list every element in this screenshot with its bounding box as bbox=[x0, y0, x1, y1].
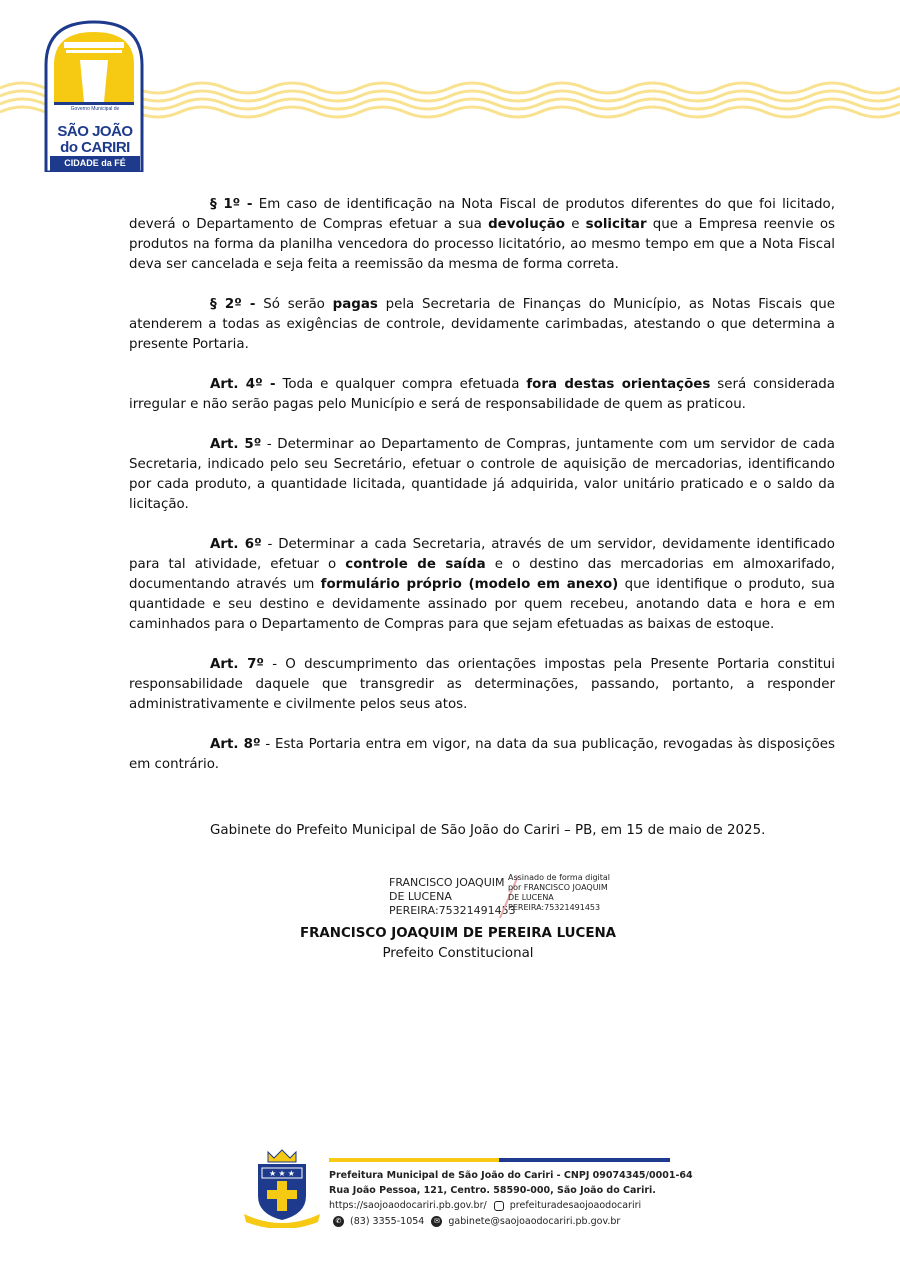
footer-website[interactable]: https://saojoaodocariri.pb.gov.br/ bbox=[329, 1200, 487, 1211]
paragraph-text: Toda e qualquer compra efetuada bbox=[275, 377, 527, 392]
signature-right-line: Assinado de forma digital bbox=[508, 873, 611, 882]
paragraph-text: Em caso de identificação na Nota Fiscal de produtos diferentes do que foi licitado, deverá o Departamento de Compras efetuar a sua bbox=[129, 197, 835, 232]
signature-right-line: por FRANCISCO JOAQUIM bbox=[508, 883, 608, 892]
article-lead: Art. 7º bbox=[210, 657, 264, 672]
email-icon: ✉ bbox=[431, 1216, 442, 1227]
signature-left-line: PEREIRA:75321491453 bbox=[389, 904, 516, 917]
footer-address-line1: Prefeitura Municipal de São João do Cariri - CNPJ 09074345/0001-64 bbox=[329, 1170, 693, 1181]
footer-phone: (83) 3355-1054 bbox=[350, 1216, 425, 1227]
signature-right-line: PEREIRA:75321491453 bbox=[508, 903, 601, 912]
article-paragraph bbox=[129, 735, 835, 775]
paragraph-text: que identifique o produto, sua quantidade e seu destino e devidamente assinado por quem recebeu, anotando data e hora e em caminhados para o Departamento de Compras para que sejam efetuadas as baixas de estoque. bbox=[129, 577, 835, 632]
article-lead: Art. 4º - bbox=[210, 377, 276, 392]
footer-instagram[interactable]: prefeituradesaojoaodocariri bbox=[509, 1200, 642, 1211]
signature-left-line: FRANCISCO JOAQUIM bbox=[389, 876, 505, 889]
emphasis-text: devolução bbox=[488, 217, 565, 232]
paragraph-text: que a Empresa reenvie os produtos na forma da planilha vencedora do processo licitatório, ao mesmo tempo em que a Nota Fiscal deva ser cancelada e seja feita a reemissão da mesma de forma correta. bbox=[129, 217, 835, 272]
article-paragraph bbox=[129, 435, 835, 515]
municipal-emblem-icon bbox=[240, 1148, 324, 1228]
emphasis-text: controle de saída bbox=[345, 557, 486, 572]
article-paragraph bbox=[129, 375, 835, 415]
signer-role: Prefeito Constitucional bbox=[382, 946, 534, 961]
instagram-icon bbox=[494, 1201, 504, 1211]
footer-web-line bbox=[329, 1200, 641, 1211]
footer-contact-line bbox=[329, 1216, 620, 1227]
emphasis-text: fora destas orientações bbox=[526, 377, 711, 392]
paragraph-text: Só serão bbox=[255, 297, 333, 312]
logo-city-name-line1: SÃO JOÃO bbox=[57, 123, 133, 140]
signature-right-line: DE LUCENA bbox=[508, 893, 554, 902]
footer-color-bar bbox=[329, 1158, 670, 1162]
logo-badge: CIDADE da FÉ bbox=[50, 156, 140, 171]
emphasis-text: formulário próprio (modelo em anexo) bbox=[320, 577, 619, 592]
signer-name: FRANCISCO JOAQUIM DE PEREIRA LUCENA bbox=[299, 926, 617, 941]
article-paragraph bbox=[129, 195, 835, 275]
closing-statement: Gabinete do Prefeito Municipal de São João do Cariri – PB, em 15 de maio de 2025. bbox=[210, 823, 766, 838]
article-lead: Art. 6º bbox=[210, 537, 262, 552]
article-lead: § 2º - bbox=[210, 297, 256, 312]
paragraph-text: - Determinar a cada Secretaria, através de um servidor, devidamente identificado para tal atividade, efetuar o bbox=[129, 537, 835, 572]
article-lead: Art. 8º bbox=[210, 737, 261, 752]
paragraph-text: e bbox=[564, 217, 586, 232]
paragraph-text: - Determinar ao Departamento de Compras, juntamente com um servidor de cada Secretaria, indicado pelo seu Secretário, efetuar o controle de aquisição de mercadorias, identificando por cada produto, a quantidade licitada, quantidade já adquirida, valor unitário praticado e o saldo da licitação. bbox=[129, 437, 835, 512]
logo-city-name-line2: do CARIRI bbox=[60, 139, 130, 156]
emphasis-text: solicitar bbox=[585, 217, 647, 232]
phone-icon: ✆ bbox=[333, 1216, 344, 1227]
paragraph-text: e o destino das mercadorias em almoxarifado, documentando através um bbox=[129, 557, 835, 592]
article-lead: § 1º - bbox=[210, 197, 253, 212]
emphasis-text: pagas bbox=[332, 297, 378, 312]
article-paragraph bbox=[129, 535, 835, 635]
signature-block-right bbox=[508, 873, 610, 913]
paragraph-text: - O descumprimento das orientações impostas pela Presente Portaria constitui responsabilidade daquele que transgredir as determinações, passando, portanto, a responder administrativamente e civilmente pelos seus atos. bbox=[129, 657, 835, 712]
document-body bbox=[129, 195, 835, 795]
signature-left-line: DE LUCENA bbox=[389, 890, 452, 903]
paragraph-text: pela Secretaria de Finanças do Município, as Notas Fiscais que atenderem a todas as exigências de controle, devidamente carimbadas, atestando o que determina a presente Portaria. bbox=[129, 297, 835, 352]
paragraph-text: - Esta Portaria entra em vigor, na data da sua publicação, revogadas às disposições em contrário. bbox=[129, 737, 835, 772]
logo-subtitle: Governo Municipal de bbox=[70, 106, 120, 112]
article-paragraph bbox=[129, 655, 835, 715]
article-lead: Art. 5º bbox=[210, 437, 262, 452]
article-paragraph bbox=[129, 295, 835, 355]
footer-address-line2: Rua João Pessoa, 121, Centro. 58590-000, São João do Cariri. bbox=[329, 1185, 656, 1196]
footer-email[interactable]: gabinete@saojoaodocariri.pb.gov.br bbox=[448, 1216, 621, 1227]
paragraph-text: será considerada irregular e não serão pagas pelo Município e será de responsabilidade de quem as praticou. bbox=[129, 377, 835, 412]
svg-text:★ ★ ★: ★ ★ ★ bbox=[269, 1169, 295, 1178]
